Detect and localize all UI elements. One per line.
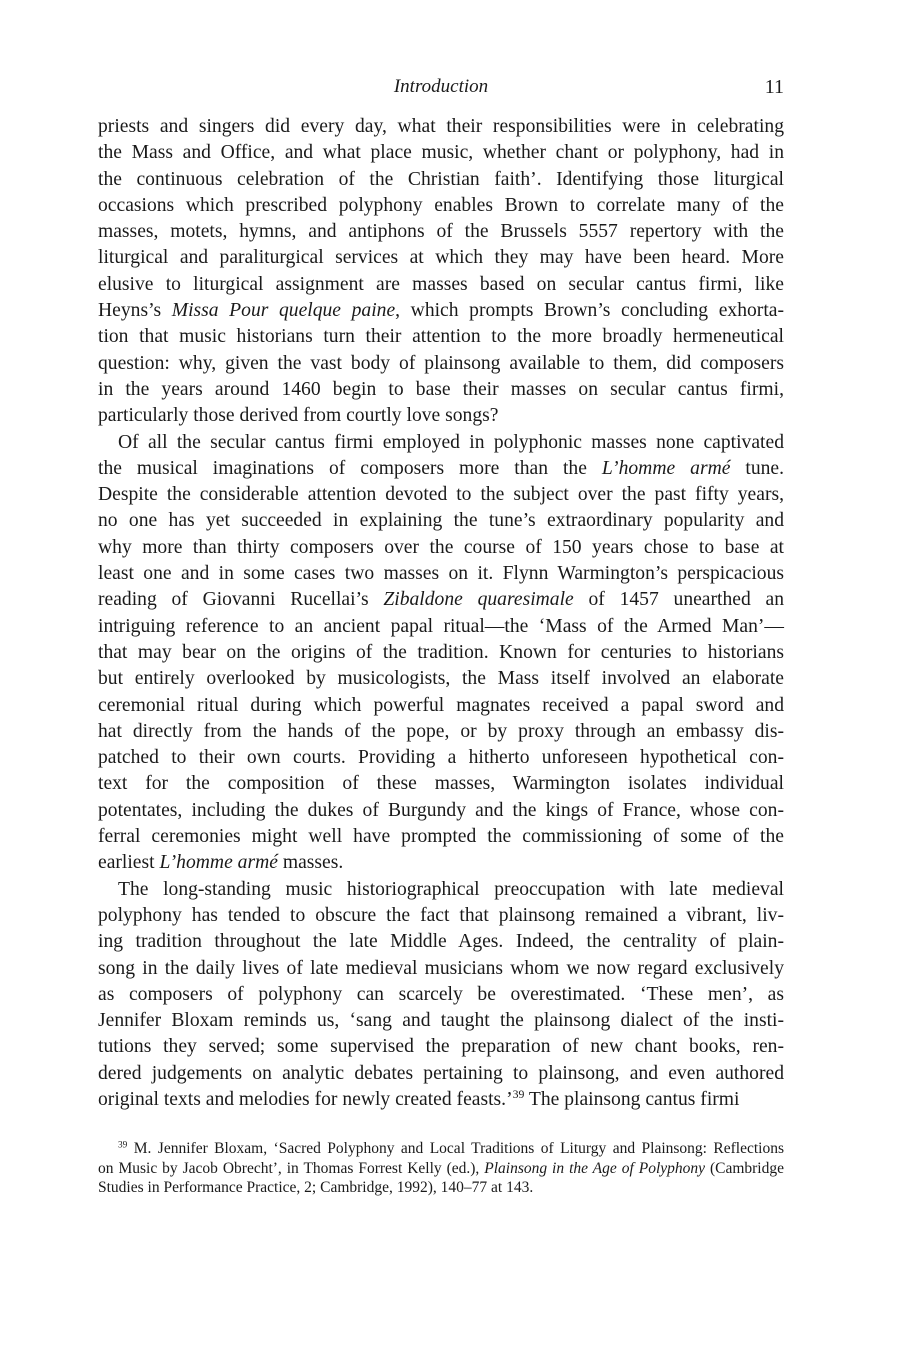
text-line: no one has yet succeeded in explaining the tune’s extraordinary popularity and — [98, 510, 784, 532]
running-head: Introduction — [393, 76, 489, 97]
italic-title: L’homme armé — [601, 457, 731, 479]
text-line: in the years around 1460 begin to base their masses on secular cantus firmi, — [98, 378, 784, 400]
text-line: Jennifer Bloxam reminds us, ‘sang and taught the plainsong dialect of the insti- — [98, 1010, 784, 1032]
text-line: polyphony has tended to obscure the fact that plainsong remained a vibrant, liv- — [98, 904, 784, 926]
text-line: as composers of polyphony can scarcely be overestimated. ‘These men’, as — [98, 983, 784, 1005]
text-line: dered judgements on analytic debates pertaining to plainsong, and even authored — [98, 1062, 784, 1084]
italic-title: L’homme armé — [159, 852, 278, 874]
paragraph — [98, 877, 784, 1114]
text-line: text for the composition of these masses, Warmington isolates individual — [98, 773, 784, 795]
footnote-marker: 39 — [118, 1140, 128, 1151]
text-line: least one and in some cases two masses on it. Flynn Warmington’s perspicacious — [98, 563, 784, 585]
text-line: patched to their own courts. Providing a hitherto unforeseen hypothetical con- — [98, 747, 784, 769]
text-line: potentates, including the dukes of Burgundy and the kings of France, whose con- — [98, 799, 784, 821]
text-line: hat directly from the hands of the pope, or by proxy through an embassy dis- — [98, 720, 784, 742]
text-line: earliest L’homme armé masses. — [98, 852, 344, 874]
footnote-line: Studies in Performance Practice, 2; Cambridge, 1992), 140–77 at 143. — [98, 1179, 534, 1196]
footnote-line: $^{39}$ M. Jennifer Bloxam, ‘Sacred Polyphony and Local Traditions of Liturgy and Plainsong: Reflections — [118, 1140, 784, 1157]
text-line: the Mass and Office, and what place music, whether chant or polyphony, had in — [98, 142, 784, 164]
italic-title: Plainsong in the Age of Polyphony — [484, 1159, 706, 1177]
text-line: masses, motets, hymns, and antiphons of the Brussels 5557 repertory with the — [98, 221, 784, 243]
text-line: particularly those derived from courtly love songs? — [98, 405, 499, 427]
text-line: ferral ceremonies might well have prompted the commissioning of some of the — [98, 826, 784, 848]
text-line: question: why, given the vast body of plainsong available to them, did composers — [98, 352, 784, 374]
text-line: tutions they served; some supervised the preparation of new chant books, ren- — [98, 1036, 784, 1058]
text-line: the continuous celebration of the Christian faith’. Identifying those liturgical — [98, 168, 784, 190]
text-line: elusive to liturgical assignment are masses based on secular cantus firmi, like — [98, 273, 784, 295]
text-line: song in the daily lives of late medieval musicians whom we now regard exclusively — [98, 957, 784, 979]
text-line: occasions which prescribed polyphony enables Brown to correlate many of the — [98, 194, 784, 216]
italic-title: Missa Pour quelque paine — [171, 300, 396, 322]
page-header — [98, 76, 784, 102]
text-line: ing tradition throughout the late Middle Ages. Indeed, the centrality of plain- — [98, 931, 784, 953]
text-line: intriguing reference to an ancient papal ritual—the ‘Mass of the Armed Man’— — [98, 615, 784, 637]
text-line: the musical imaginations of composers more than the L’homme armé tune. — [98, 457, 785, 479]
text-line: original texts and melodies for newly created feasts.’$^{39}$ The plainsong cantus firmi — [98, 1087, 740, 1110]
text-line: reading of Giovanni Rucellai’s Zibaldone quaresimale of 1457 unearthed an — [98, 589, 785, 611]
text-line: ceremonial ritual during which powerful magnates received a papal sword and — [98, 694, 784, 716]
text-line: priests and singers did every day, what their responsibilities were in celebrating — [98, 116, 784, 137]
footnote-line: on Music by Jacob Obrecht’, in Thomas Forrest Kelly (ed.), Plainsong in the Age of Polyphony (Cambridge — [98, 1159, 784, 1177]
text-line: liturgical and paraliturgical services at which they may have been heard. More — [98, 247, 784, 269]
text-line: but entirely overlooked by musicologists, the Mass itself involved an elaborate — [98, 668, 784, 690]
paragraph — [98, 114, 784, 430]
footnote — [98, 1139, 784, 1198]
footnote-ref[interactable]: 39 — [512, 1087, 525, 1101]
text-line: Heyns’s Missa Pour quelque paine, which prompts Brown’s concluding exhorta- — [98, 300, 784, 322]
text-line: Despite the considerable attention devoted to the subject over the past fifty years, — [98, 484, 784, 506]
text-line: why more than thirty composers over the course of 150 years chose to base at — [98, 536, 784, 558]
text-line: tion that music historians turn their attention to the more broadly hermeneutical — [98, 326, 784, 348]
text-line: that may bear on the origins of the tradition. Known for centuries to historians — [98, 641, 784, 663]
body-text — [98, 114, 784, 1113]
text-line: The long-standing music historiographical preoccupation with late medieval — [118, 878, 784, 900]
italic-title: Zibaldone quaresimale — [383, 589, 574, 611]
page-number: 11 — [764, 76, 784, 98]
text-line: Of all the secular cantus firmi employed in polyphonic masses none captivated — [118, 431, 784, 453]
paragraph — [98, 430, 784, 877]
